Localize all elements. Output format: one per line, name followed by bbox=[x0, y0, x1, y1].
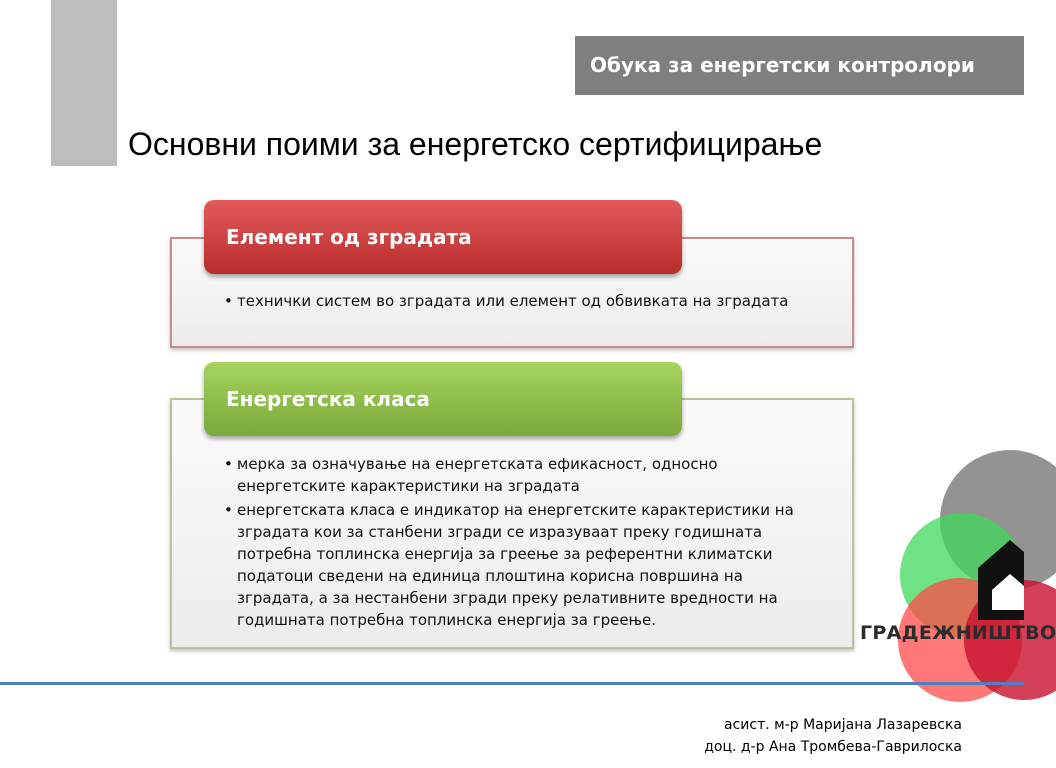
credit-line-2: доц. д-р Ана Тромбева-Гаврилоска bbox=[704, 739, 962, 755]
page-title: Основни поими за енергетско сертифицирање bbox=[128, 126, 823, 162]
decorative-side-bar bbox=[51, 0, 117, 166]
bullet-item: • енергетската класа е индикатор на енергетските карактеристики на зградата кои за станбени згради се изразуваат преку годишната потребна топлинска енергија за греење за референтни климатски податоци сведени на единица плоштина корисна површина на зградата, а за нестанбени згради преку релативните вредности на годишната потребна топлинска енергија за греење. bbox=[224, 499, 814, 631]
footer-divider bbox=[0, 682, 1024, 685]
section-heading-building-element: Елемент од зградата bbox=[204, 200, 682, 274]
section-heading-energy-class: Енергетска класа bbox=[204, 362, 682, 436]
author-credits bbox=[704, 714, 962, 758]
section-bullets-building-element bbox=[224, 290, 814, 314]
bullet-item: • технички систем во зградата или елемент од обвивката на зградата bbox=[224, 290, 814, 312]
header-banner: Обука за енергетски контролори bbox=[575, 36, 1024, 95]
credit-line-1: асист. м-р Маријана Лазаревска bbox=[724, 717, 962, 733]
bullet-item: • мерка за означување на енергетската ефикасност, односно енергетските карактеристики на зградата bbox=[224, 453, 814, 497]
section-bullets-energy-class bbox=[224, 453, 814, 633]
logo-text: ГРАДЕЖНИШТВО bbox=[860, 622, 1056, 644]
gradeznistvo-logo-icon bbox=[860, 440, 1024, 690]
